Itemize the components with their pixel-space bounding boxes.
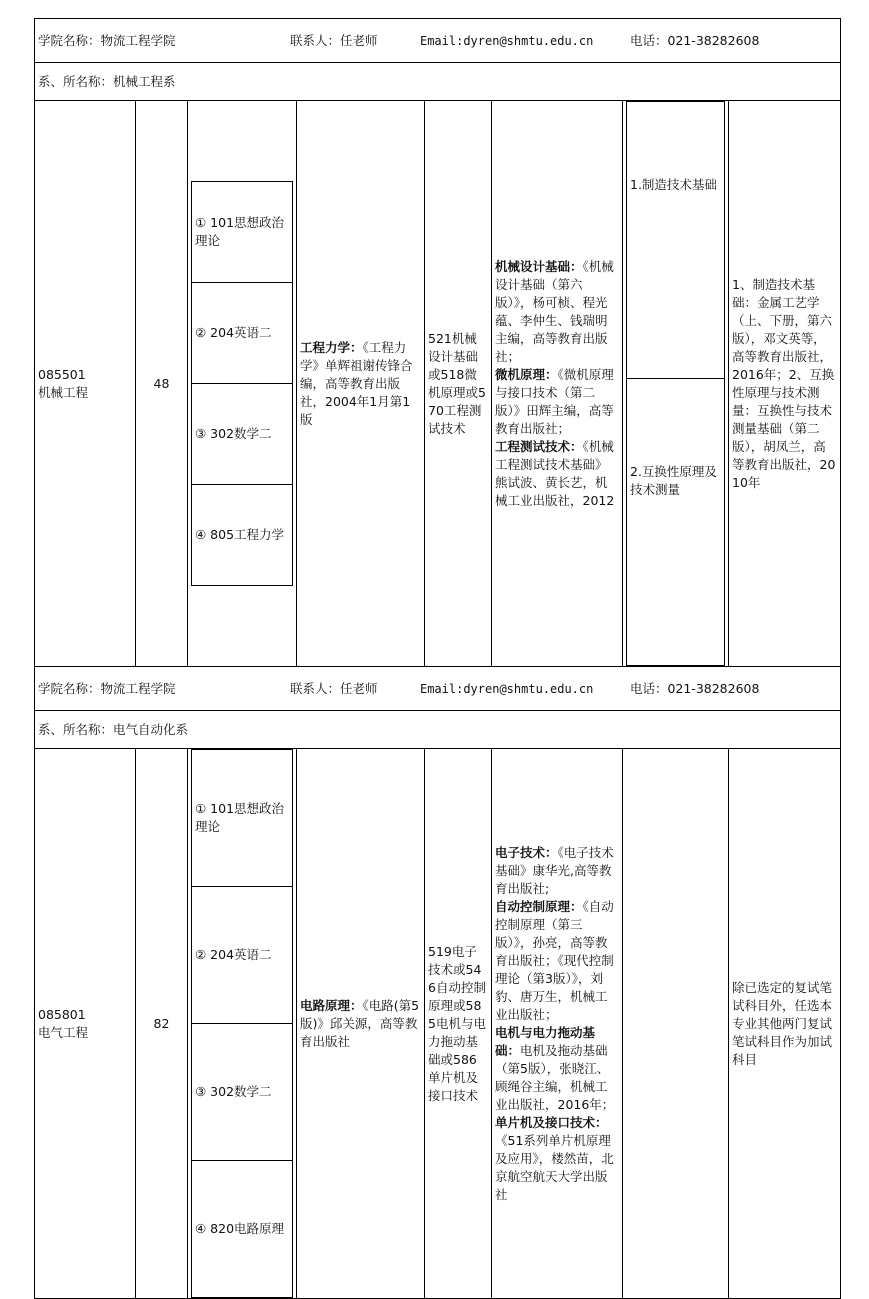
extra-books: 1、制造技术基础：金属工艺学（上、下册，第六版），邓文英等，高等教育出版社，2016年；2、互换性原理与技术测量：互换性与技术测量基础（第二版），胡凤兰，高等教育出版社，2010年 [729, 101, 841, 667]
exam-subject: ③ 302数学二 [192, 1024, 293, 1161]
extra-subjects-cell [623, 749, 729, 1299]
extra-subjects-cell [623, 101, 729, 667]
college-header [35, 667, 841, 711]
exam-subjects-cell [188, 101, 297, 667]
retest-book-text: 《机械设计基础（第六版）》，杨可桢、程光蕴、李仲生、钱瑞明主编，高等教育出版社； [495, 258, 614, 364]
major-name: 电气工程 [38, 1024, 89, 1040]
exam-subjects-cell [188, 749, 297, 1299]
retest-book-item [495, 844, 619, 898]
exam-subject: ③ 302数学二 [192, 384, 293, 485]
retest-book-label: 自动控制原理： [495, 898, 583, 914]
reference-books-cell [297, 749, 425, 1299]
exam-subject: ④ 820电路原理 [192, 1161, 293, 1298]
major-row [35, 749, 841, 1299]
department-name: 系、所名称：电气自动化系 [35, 711, 841, 749]
enrollment-count: 48 [136, 101, 188, 667]
retest-book-text: 《机械工程测试技术基础》熊试波、黄长艺，机械工业出版社，2012 [495, 438, 615, 508]
retest-book-item [495, 1114, 619, 1204]
enrollment-count: 82 [136, 749, 188, 1299]
exam-subject: ② 204英语二 [192, 887, 293, 1024]
retest-subject: 519电子技术或546自动控制原理或585电机与电力拖动基础或586单片机及接口技术 [425, 749, 492, 1299]
contact-email: Email:dyren@shmtu.edu.cn [419, 33, 594, 48]
extra-subject: 2.互换性原理及技术测量 [627, 379, 725, 666]
reference-book-label: 电路原理： [300, 997, 363, 1013]
retest-book-item [495, 898, 619, 1024]
retest-book-text: 《自动控制原理（第三版）》，孙亮，高等教育出版社；《现代控制理论（第3版）》，刘豹、唐万生，机械工业出版社； [495, 898, 614, 1022]
department-row [35, 711, 841, 749]
exam-subject: ② 204英语二 [192, 283, 293, 384]
reference-book-label: 工程力学： [300, 339, 363, 355]
department-name: 系、所名称：机械工程系 [35, 63, 841, 101]
exam-subject: ① 101思想政治理论 [192, 182, 293, 283]
retest-books-cell [492, 101, 623, 667]
retest-book-label: 电子技术： [495, 844, 558, 860]
contact-phone: 电话：021-38282608 [629, 32, 760, 48]
exam-subjects-list [191, 749, 293, 1298]
extra-subject: 1.制造技术基础 [627, 102, 725, 379]
retest-book-text: 电机及拖动基础（第5版），张晓江、顾绳谷主编，机械工业出版社，2016年； [495, 1042, 615, 1112]
college-name: 学院名称：物流工程学院 [38, 32, 176, 48]
retest-subject: 521机械设计基础或518微机原理或570工程测试技术 [425, 101, 492, 667]
retest-book-item [495, 438, 619, 510]
retest-books-cell [492, 749, 623, 1299]
admissions-table [34, 18, 841, 1299]
contact-person: 联系人：任老师 [289, 680, 378, 696]
college-header-row [35, 667, 841, 711]
department-row [35, 63, 841, 101]
major-name: 机械工程 [38, 384, 89, 400]
major-row [35, 101, 841, 667]
reference-book-text: 《电路(第5版)》邱关源，高等教育出版社 [300, 997, 420, 1049]
exam-subject: ① 101思想政治理论 [192, 750, 293, 887]
retest-book-item [495, 258, 619, 366]
retest-book-label: 工程测试技术： [495, 438, 583, 454]
exam-subjects-list [191, 181, 293, 586]
retest-book-label: 单片机及接口技术： [495, 1114, 608, 1130]
college-header-row [35, 19, 841, 63]
reference-books-cell [297, 101, 425, 667]
retest-book-label: 机械设计基础： [495, 258, 583, 274]
college-name: 学院名称：物流工程学院 [38, 680, 176, 696]
extra-subjects-list [626, 101, 725, 666]
retest-book-text: 《微机原理与接口技术（第二版）》田辉主编，高等教育出版社； [495, 366, 614, 436]
contact-email: Email:dyren@shmtu.edu.cn [419, 681, 594, 696]
retest-book-item [495, 366, 619, 438]
retest-book-item [495, 1024, 619, 1114]
retest-book-text: 《电子技术基础》康华光,高等教育出版社; [495, 844, 614, 896]
retest-book-text: 《51系列单片机原理及应用》，楼然苗，北京航空航天大学出版社 [495, 1132, 614, 1202]
retest-book-label: 微机原理： [495, 366, 558, 382]
major-cell [35, 101, 136, 667]
exam-subject: ④ 805工程力学 [192, 485, 293, 586]
college-header [35, 19, 841, 63]
contact-person: 联系人：任老师 [289, 32, 378, 48]
major-cell [35, 749, 136, 1299]
major-code: 085501 [38, 366, 86, 382]
reference-book-text: 《工程力学》单辉祖谢传锋合编，高等教育出版社，2004年1月第1版 [300, 339, 413, 427]
major-code: 085801 [38, 1006, 86, 1022]
contact-phone: 电话：021-38282608 [629, 680, 760, 696]
retest-book-label: 电机与电力拖动基础： [495, 1024, 596, 1058]
extra-books: 除已选定的复试笔试科目外，任选本专业其他两门复试笔试科目作为加试科目 [729, 749, 841, 1299]
